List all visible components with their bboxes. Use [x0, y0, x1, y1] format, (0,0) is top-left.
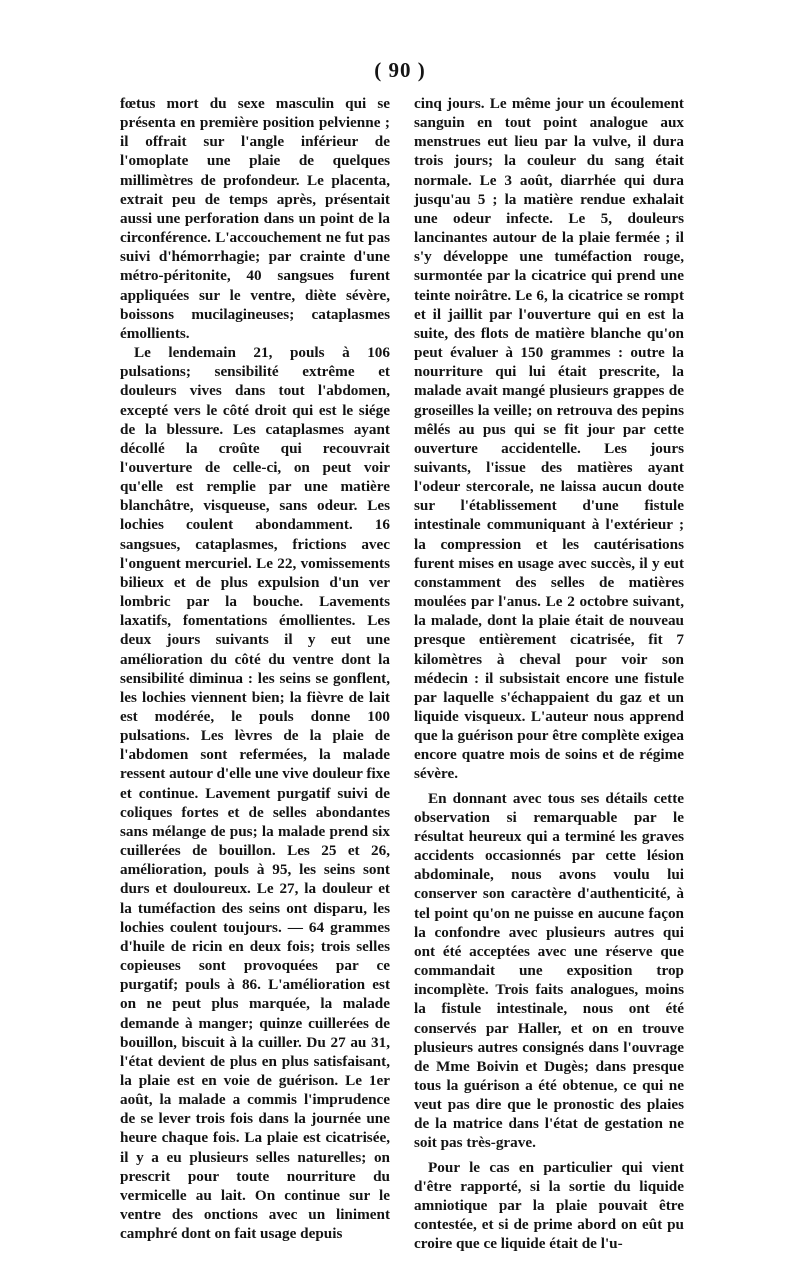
- paragraph: En donnant avec tous ses détails cette observation si remarquable par le résultat heureux qui a terminé les graves accidents occasionnés par cette lésion abdominale, nous avons voulu lui conserver son caractère d'authenticité, à tel point qu'on ne puisse en aucune façon la confondre avec plusieurs autres qui ont été acceptées avec une réserve que commandait une exposition trop incomplète. Trois faits analogues, moins la fistule intestinale, nous ont été conservés par Haller, et on en trouve plusieurs autres consignés dans l'ouvrage de Mme Boivin et Dugès; dans presque tous la guérison a été obtenue, ce qui ne veut pas dire que le pronostic des plaies de la matrice dans l'état de gestation ne soit pas très-grave.: [414, 789, 684, 1152]
- paragraph: Le lendemain 21, pouls à 106 pulsations; sensibilité extrême et douleurs vives dans tout l'abdomen, excepté vers le côté droit qui est le siége de la blessure. Les cataplasmes ayant décollé la croûte qui recouvrait l'ouverture de celle-ci, on peut voir qu'elle est remplie par une matière blanchâtre, visqueuse, sans odeur. Les lochies coulent abondamment. 16 sangsues, cataplasmes, frictions avec l'onguent mercuriel. Le 22, vomissements bilieux et de plus expulsion d'un ver lombric par la bouche. Lavements laxatifs, fomentations émollientes. Les deux jours suivants il y eut une amélioration du côté du ventre dont la sensibilité diminua : les seins se gonflent, les lochies viennent bien; la fièvre de lait est modérée, le pouls donne 100 pulsations. Les lèvres de la plaie de l'abdomen sont refermées, la malade ressent autour d'elle une vive douleur fixe et continue. Lavement purgatif suivi de coliques fortes et de selles abondantes sans mélange de pus; la malade prend six cuillerées de bouillon. Les 25 et 26, amélioration, pouls à 95, les seins sont durs et douloureux. Le 27, la douleur et la tuméfaction des seins ont disparu, les lochies coulent toujours. — 64 grammes d'huile de ricin en deux fois; trois selles copieuses sont provoquées par ce purgatif; pouls à 86. L'amélioration est on ne peut plus marquée, la malade demande à manger; quinze cuillerées de bouillon, biscuit à la cuiller. Du 27 au 31, l'état devient de plus en plus satisfaisant, la plaie est en voie de guérison. Le 1er août, la malade a commis l'imprudence de se lever trois fois dans la journée une heure chaque fois. La plaie est cicatrisée, il y a eu plusieurs selles naturelles; on prescrit pour toute nourriture du vermicelle au lait. On continue sur le ventre des onctions avec un liniment camphré dont on fait usage depuis: [120, 344, 391, 1243]
- paragraph: fœtus mort du sexe masculin qui se présenta en première position pelvienne ; il offrait sur l'angle inférieur de l'omoplate une plaie de quelques millimètres de profondeur. Le placenta, extrait peu de temps après, présentait aussi une perforation dans un point de la circonférence. L'accouchement ne fut pas suivi d'hémorrhagie; par crainte d'une métro-péritonite, 40 sangsues furent appliquées sur le ventre, diète sévère, boissons mucilagineuses; cataplasmes émollients.: [120, 95, 390, 342]
- left-column: [120, 94, 390, 1243]
- right-column: [414, 94, 684, 1253]
- page-number: ( 90 ): [374, 58, 426, 82]
- paragraph: Pour le cas en particulier qui vient d'être rapporté, si la sortie du liquide amniotique par la plaie pouvait être contestée, et si de prime abord on eût pu croire que ce liquide était de l'u-: [414, 1158, 684, 1253]
- paragraph: cinq jours. Le même jour un écoulement sanguin en tout point analogue aux menstrues eut lieu par la vulve, il dura trois jours; la couleur du sang était normale. Le 3 août, diarrhée qui dura jusqu'au 5 ; la matière rendue exhalait une odeur infecte. Le 5, douleurs lancinantes autour de la plaie fermée ; il s'y développe une tuméfaction rouge, surmontée par la cicatrice qui prend une teinte noirâtre. Le 6, la cicatrice se rompt et il jaillit par l'ouverture qui en est la suite, des flots de matière blanche qu'on peut évaluer à 150 grammes : outre la nourriture qui lui était prescrite, la malade avait mangé plusieurs grappes de groseilles la veille; on retrouva des pepins mêlés au pus qui se fit jour par cette ouverture accidentelle. Les jours suivants, l'issue des matières ayant l'odeur stercorale, ne laissa aucun doute sur l'établissement d'une fistule intestinale communiquant à l'extérieur ; la compression et les cautérisations furent mises en usage avec succès, il y eut constamment des selles de matières moulées par l'anus. Le 2 octobre suivant, la malade, dont la plaie était de nouveau presque entièrement cicatrisée, fit 7 kilomètres à cheval pour voir son médecin : il subsistait encore une fistule par laquelle s'échappaient du gaz et un liquide visqueux. L'auteur nous apprend que la guérison pour être complète exigea encore quatre mois de soins et de régime sévère.: [414, 95, 684, 783]
